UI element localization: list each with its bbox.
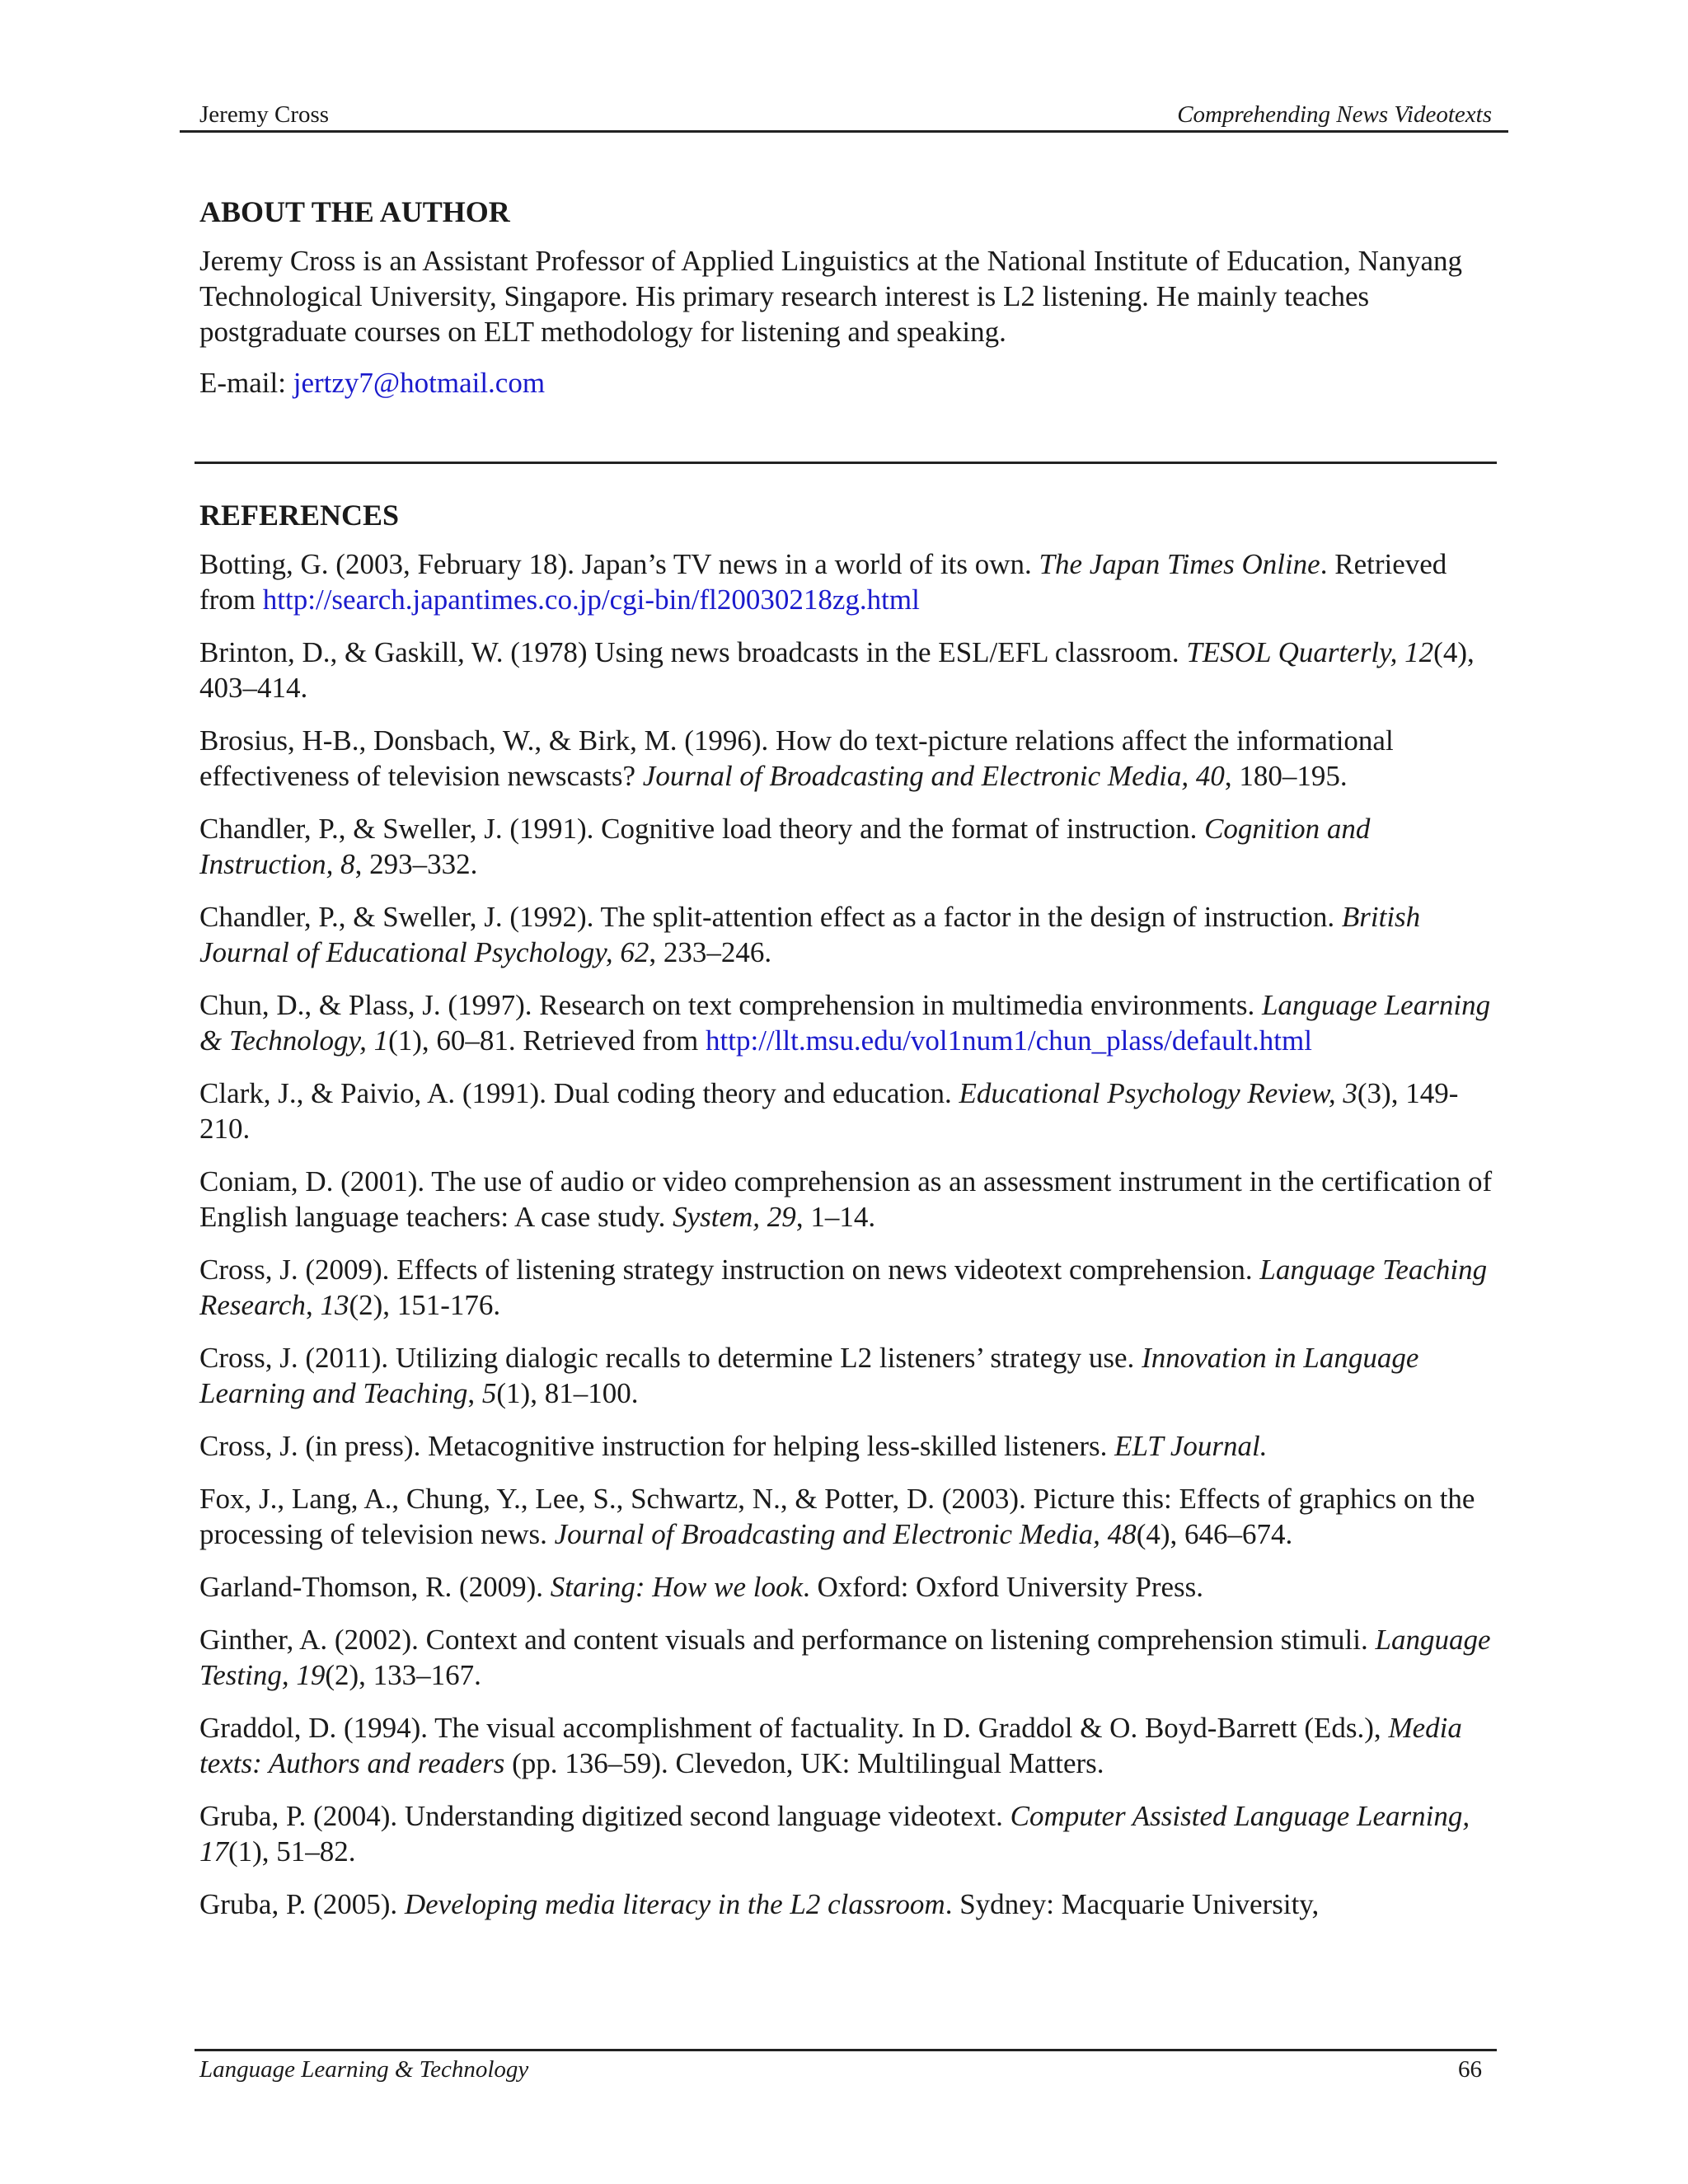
reference-text: Cross, J. (in press). Metacognitive instruction for helping less-skilled listeners. xyxy=(199,1430,1115,1463)
reference-text: Graddol, D. (1994). The visual accomplishment of factuality. In D. Graddol & O. Boyd-Barrett (Eds.), xyxy=(199,1712,1389,1745)
reference-url-link[interactable]: http://llt.msu.edu/vol1num1/chun_plass/default.html xyxy=(706,1024,1312,1057)
reference-source-title: System, 29 xyxy=(673,1201,796,1234)
reference-item xyxy=(199,811,1493,882)
reference-text: (2), 133–167. xyxy=(325,1659,481,1692)
reference-item xyxy=(199,1076,1493,1146)
about-author-section xyxy=(199,194,1493,416)
reference-text: Coniam, D. (2001). The use of audio or video comprehension as an assessment instrument in the certification of English language teachers: A case study. xyxy=(199,1165,1493,1234)
reference-text: , xyxy=(467,1377,482,1410)
header-article-title: Comprehending News Videotexts xyxy=(1177,101,1492,128)
reference-item xyxy=(199,1622,1493,1693)
reference-source-title: Journal of Broadcasting and Electronic Media, 48 xyxy=(554,1518,1137,1551)
references-heading: REFERENCES xyxy=(199,499,400,532)
reference-text: Cross, J. (2011). Utilizing dialogic recalls to determine L2 listeners’ strategy use. xyxy=(199,1342,1142,1375)
reference-text: (2), 151-176. xyxy=(349,1289,501,1322)
reference-text: Chandler, P., & Sweller, J. (1991). Cognitive load theory and the format of instruction. xyxy=(199,813,1205,846)
header-author: Jeremy Cross xyxy=(199,101,330,128)
reference-source-title: Innovation in Language Learning and Teaching xyxy=(199,1342,1419,1410)
reference-text: Garland-Thomson, R. (2009). xyxy=(199,1571,551,1604)
author-email-link[interactable]: jertzy7@hotmail.com xyxy=(293,367,546,400)
reference-text: Chandler, P., & Sweller, J. (1992). The split-attention effect as a factor in the design of instruction. xyxy=(199,901,1342,934)
reference-text: (1), 81–100. xyxy=(496,1377,639,1410)
reference-source-title: Language Testing, 19 xyxy=(199,1624,1491,1692)
about-author-heading: ABOUT THE AUTHOR xyxy=(199,195,510,228)
reference-text: , xyxy=(305,1289,321,1322)
reference-source-title: TESOL Quarterly, 12 xyxy=(1186,636,1434,669)
reference-source-title: Language Learning & Technology, 1 xyxy=(199,989,1491,1057)
reference-item xyxy=(199,1428,1493,1464)
running-footer xyxy=(195,2049,1497,2083)
reference-source-title: Language Teaching Research xyxy=(199,1254,1488,1322)
reference-text: , 180–195. xyxy=(1224,760,1348,793)
reference-item xyxy=(199,1481,1493,1552)
reference-text: Gruba, P. (2005). xyxy=(199,1888,405,1921)
reference-source-title: ELT Journal. xyxy=(1114,1430,1268,1463)
reference-text: (3), 149-210. xyxy=(199,1077,1459,1146)
reference-text: , 293–332. xyxy=(354,848,478,881)
reference-item xyxy=(199,1886,1493,1922)
reference-text: Clark, J., & Paivio, A. (1991). Dual coding theory and education. xyxy=(199,1077,959,1110)
reference-text: . Retrieved from xyxy=(199,548,1447,616)
reference-text: Chun, D., & Plass, J. (1997). Research on text comprehension in multimedia environments. xyxy=(199,989,1262,1022)
reference-source-title: Staring: How we look xyxy=(550,1571,803,1604)
reference-text: Brosius, H-B., Donsbach, W., & Birk, M. (1996). How do text-picture relations affect the informational effectiveness of television newscasts? xyxy=(199,724,1394,793)
footer-journal-name: Language Learning & Technology xyxy=(199,2056,529,2083)
reference-text: Botting, G. (2003, February 18). Japan’s TV news in a world of its own. xyxy=(199,548,1039,581)
reference-item xyxy=(199,1252,1493,1323)
reference-text: (4), 646–674. xyxy=(1136,1518,1293,1551)
reference-text: Brinton, D., & Gaskill, W. (1978) Using news broadcasts in the ESL/EFL classroom. xyxy=(199,636,1187,669)
reference-url-link[interactable]: http://search.japantimes.co.jp/cgi-bin/fl20030218zg.html xyxy=(262,583,920,616)
reference-item xyxy=(199,1569,1493,1605)
reference-item xyxy=(199,723,1493,794)
reference-list xyxy=(199,546,1493,1922)
reference-source-title: Journal of Broadcasting and Electronic Media, 40 xyxy=(642,760,1225,793)
reference-text: (4), 403–414. xyxy=(199,636,1475,705)
reference-text: (1), 51–82. xyxy=(228,1835,356,1868)
reference-item xyxy=(199,546,1493,617)
reference-text: Ginther, A. (2002). Context and content visuals and performance on listening comprehension stimuli. xyxy=(199,1624,1376,1657)
reference-source-title: 13 xyxy=(320,1289,349,1322)
page-number: 66 xyxy=(1458,2056,1482,2083)
reference-source-title: The Japan Times Online xyxy=(1039,548,1320,581)
reference-text: , 233–246. xyxy=(649,936,772,969)
email-label: E-mail: xyxy=(199,367,293,400)
reference-source-title: Developing media literacy in the L2 classroom xyxy=(404,1888,945,1921)
reference-source-title: British Journal of Educational Psychology, 62 xyxy=(199,901,1421,969)
reference-item xyxy=(199,1710,1493,1781)
reference-text: (1), 60–81. Retrieved from xyxy=(388,1024,706,1057)
reference-text: , 1–14. xyxy=(795,1201,876,1234)
author-email-line xyxy=(199,365,1493,401)
reference-source-title: Media texts: Authors and readers xyxy=(199,1712,1462,1780)
section-divider xyxy=(195,462,1497,464)
reference-source-title: Educational Psychology Review, 3 xyxy=(959,1077,1357,1110)
reference-text: Gruba, P. (2004). Understanding digitized second language videotext. xyxy=(199,1800,1010,1833)
reference-text: Fox, J., Lang, A., Chung, Y., Lee, S., Schwartz, N., & Potter, D. (2003). Picture this: Effects of graphics on the processing of television news. xyxy=(199,1483,1475,1551)
reference-item xyxy=(199,635,1493,705)
reference-text: (pp. 136–59). Clevedon, UK: Multilingual Matters. xyxy=(504,1747,1104,1780)
running-header xyxy=(180,97,1508,133)
reference-item xyxy=(199,987,1493,1058)
reference-item xyxy=(199,1340,1493,1411)
reference-item xyxy=(199,1798,1493,1869)
reference-text: . Sydney: Macquarie University, xyxy=(945,1888,1320,1921)
reference-text: Cross, J. (2009). Effects of listening strategy instruction on news videotext comprehension. xyxy=(199,1254,1260,1286)
reference-source-title: Computer Assisted Language Learning, 17 xyxy=(199,1800,1470,1868)
reference-source-title: 5 xyxy=(481,1377,497,1410)
reference-source-title: Cognition and Instruction, 8 xyxy=(199,813,1371,881)
references-section xyxy=(199,498,1493,1939)
author-bio: Jeremy Cross is an Assistant Professor of Applied Linguistics at the National Institute of Education, Nanyang Technological University, Singapore. His primary research interest is L2 listening. He mainly teaches postgraduate courses on ELT methodology for listening and speaking. xyxy=(199,245,1462,349)
reference-text: . Oxford: Oxford University Press. xyxy=(803,1571,1204,1604)
reference-item xyxy=(199,1164,1493,1235)
reference-item xyxy=(199,899,1493,970)
